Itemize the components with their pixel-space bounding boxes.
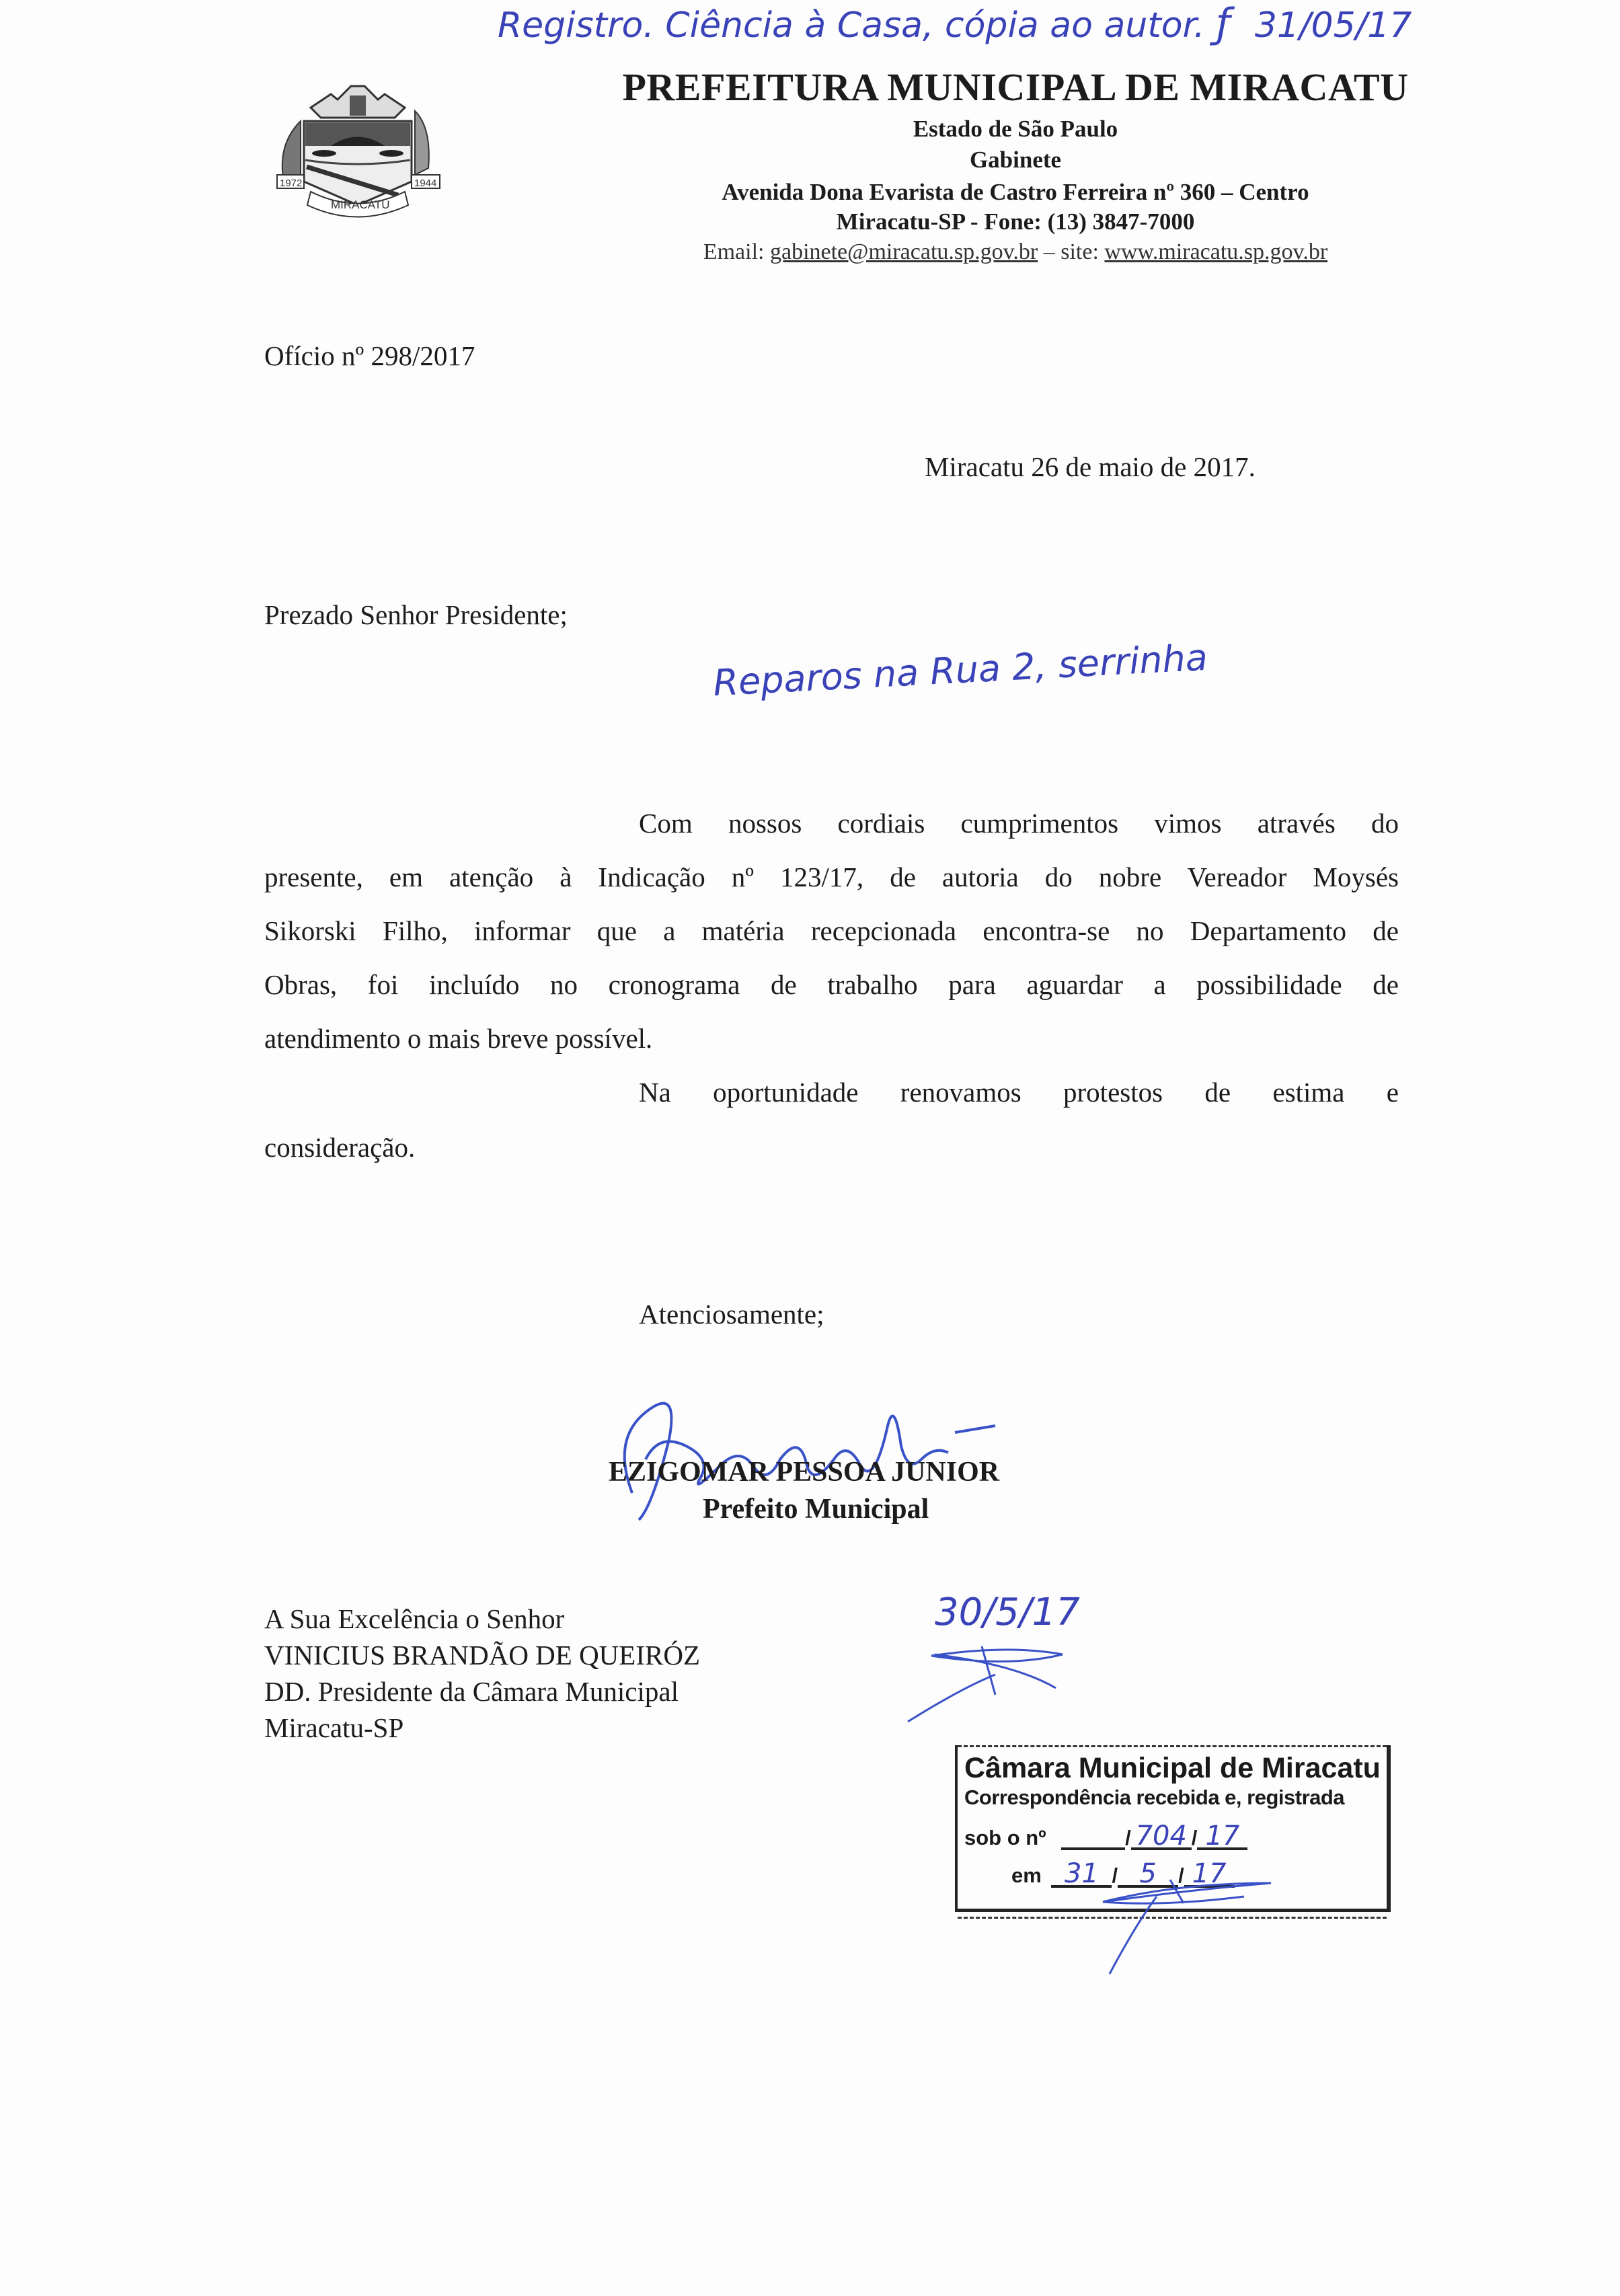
stamp-number-row: sob o nº / 704 / 17 <box>964 1821 1247 1850</box>
addressee-city: Miracatu-SP <box>264 1712 404 1743</box>
handwritten-receipt-date: 30/5/17 <box>935 1591 1080 1634</box>
registration-note-text: Registro. Ciência à Casa, cópia ao autor. <box>498 5 1217 46</box>
addressee-position: DD. Presidente da Câmara Municipal <box>264 1676 679 1707</box>
letterhead-state: Estado de São Paulo <box>913 116 1118 142</box>
email-label: Email: <box>703 239 770 264</box>
stamp-number-label: sob o nº <box>964 1826 1046 1849</box>
stamp-title: Câmara Municipal de Miracatu <box>964 1752 1381 1784</box>
body-line: Na oportunidade renovamos protestos de estima e <box>639 1077 1399 1108</box>
stamp-date-label: em <box>1011 1864 1042 1887</box>
addressee-line-1: A Sua Excelência o Senhor <box>264 1603 565 1634</box>
letterhead-city-phone: Miracatu-SP - Fone: (13) 3847-7000 <box>836 208 1195 235</box>
body-line: Sikorski Filho, informar que a matéria recepcionada encontra-se no Departamento de <box>264 915 1399 946</box>
handwritten-initials <box>901 1641 1116 1728</box>
body-line: presente, em atenção à Indicação nº 123/17, de autoria do nobre Vereador Moysés <box>264 862 1399 892</box>
stamp-date-day: 31 <box>1051 1858 1112 1888</box>
stamp-number-blank <box>1061 1821 1125 1850</box>
stamp-initials-scribble <box>1083 1876 1284 1977</box>
letterhead-address: Avenida Dona Evarista de Castro Ferreira nº 360 – Centro <box>722 179 1309 205</box>
stamp-date-year: 17 <box>1184 1858 1235 1888</box>
crest-year-left: 1972 <box>280 178 303 189</box>
letterhead-title: PREFEITURA MUNICIPAL DE MIRACATU <box>622 65 1409 109</box>
closing: Atenciosamente; <box>639 1299 824 1330</box>
site-label: – site: <box>1038 239 1105 264</box>
stamp-date-row: em 31 / 5 / 17 <box>1011 1858 1235 1888</box>
crest-crown-icon <box>311 86 405 118</box>
crest-year-right: 1944 <box>414 178 437 189</box>
registration-note-date: 31/05/17 <box>1254 5 1412 46</box>
registration-note-initials: ƒ <box>1216 0 1231 47</box>
body-line: Obras, foi incluído no cronograma de trabalho para aguardar a possibilidade de <box>264 969 1399 1000</box>
stamp-number-year: 17 <box>1197 1821 1247 1850</box>
email-link[interactable]: gabinete@miracatu.sp.gov.br <box>769 239 1038 264</box>
salutation: Prezado Senhor Presidente; <box>264 599 568 630</box>
stamp-top-border <box>958 1745 1387 1747</box>
body-line: Com nossos cordiais cumprimentos vimos através do <box>639 808 1399 839</box>
oficio-reference: Ofício nº 298/2017 <box>264 340 475 371</box>
handwritten-registration-note <box>498 0 1412 47</box>
stamp-subtitle: Correspondência recebida e, registrada <box>964 1786 1345 1809</box>
municipal-crest-logo <box>264 81 452 229</box>
signer-title: Prefeito Municipal <box>703 1494 929 1525</box>
body-line: atendimento o mais breve possível. <box>264 1023 653 1054</box>
letterhead-contact <box>471 239 1560 265</box>
addressee-name: VINICIUS BRANDÃO DE QUEIRÓZ <box>264 1640 700 1671</box>
handwritten-subject-note: Reparos na Rua 2, serrinha <box>711 636 1209 705</box>
stamp-number-value: 704 <box>1131 1821 1192 1850</box>
stamp-date-month: 5 <box>1118 1858 1178 1888</box>
crest-shield-icon <box>304 121 412 205</box>
body-line: consideração. <box>264 1132 416 1163</box>
letterhead-department: Gabinete <box>969 147 1062 173</box>
signer-name: EZIGOMAR PESSOA JUNIOR <box>609 1457 1000 1488</box>
site-link[interactable]: www.miracatu.sp.gov.br <box>1104 239 1328 264</box>
letter-date: Miracatu 26 de maio de 2017. <box>925 451 1256 482</box>
crest-banner-text: MIRACATU <box>331 198 390 211</box>
